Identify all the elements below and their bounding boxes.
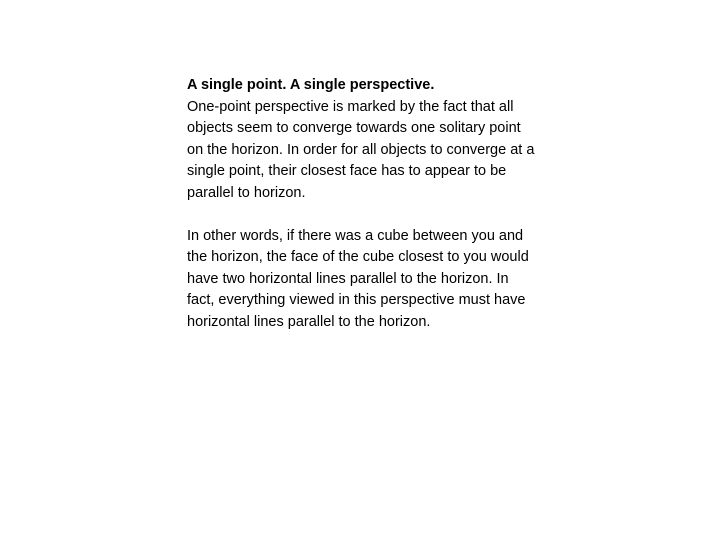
text-block [187, 75, 537, 333]
paragraph-1: One-point perspective is marked by the fact that all objects seem to converge towards one solitary point on the horizon. In order for all objects to converge at a single point, their closest face has to appear to be parallel to horizon. [187, 98, 535, 201]
paragraph-2: In other words, if there was a cube between you and the horizon, the face of the cube closest to you would have two horizontal lines parallel to the horizon. In fact, everything viewed in this perspective must have horizontal lines parallel to the horizon. [187, 227, 529, 330]
heading: A single point. A single perspective. [187, 77, 435, 93]
paragraph-spacer [187, 204, 537, 226]
